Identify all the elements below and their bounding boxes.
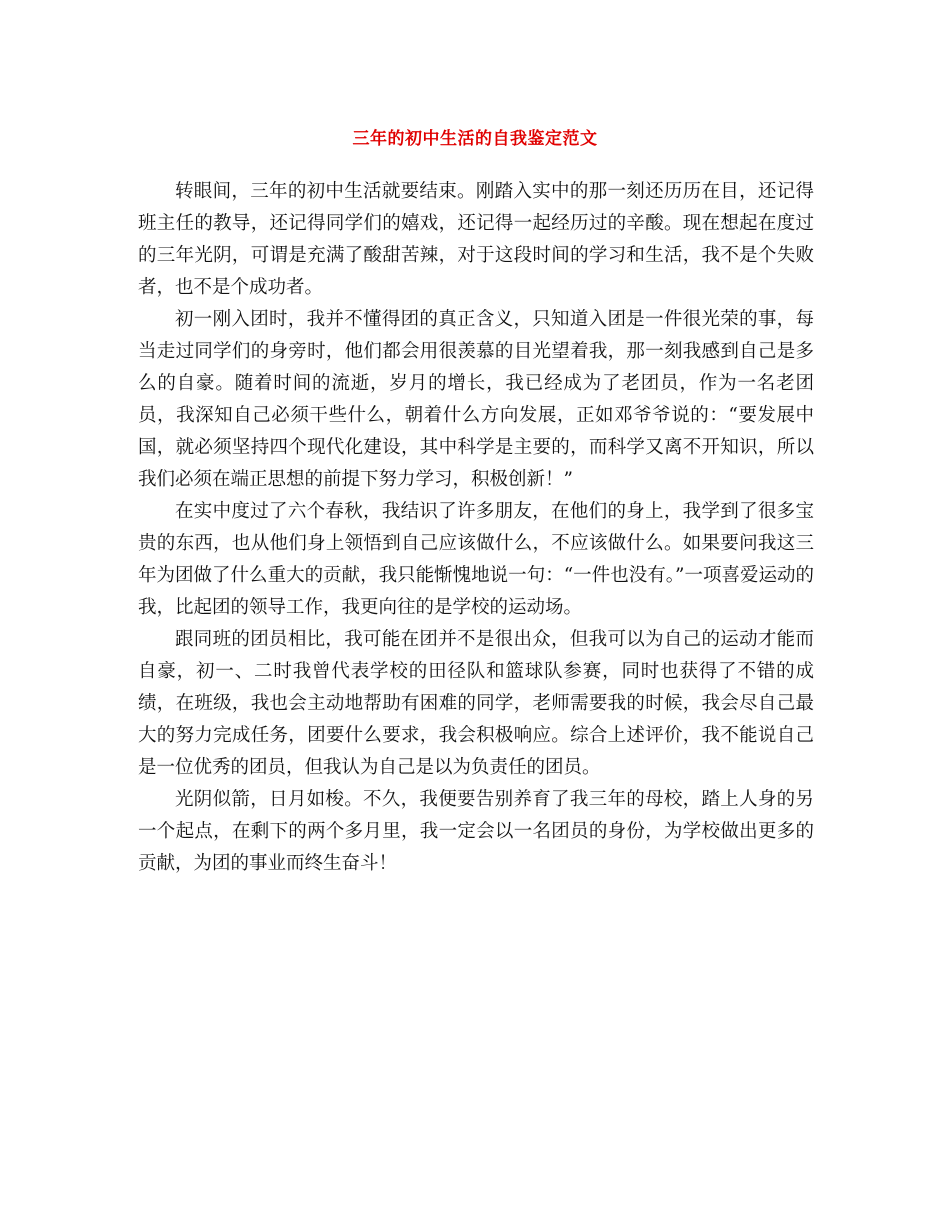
- paragraph: 跟同班的团员相比，我可能在团并不是很出众，但我可以为自己的运动才能而自豪，初一、二时我曾代表学校的田径队和篮球队参赛，同时也获得了不错的成绩，在班级，我也会主动地帮助有困难的同学，老师需要我的时候，我会尽自己最大的努力完成任务，团要什么要求，我会积极响应。综合上述评价，我不能说自己是一位优秀的团员，但我认为自己是以为负责任的团员。: [138, 629, 814, 778]
- document-title: 三年的初中生活的自我鉴定范文: [352, 129, 598, 149]
- paragraph: 在实中度过了六个春秋，我结识了许多朋友，在他们的身上，我学到了很多宝贵的东西，也从他们身上领悟到自己应该做什么，不应该做什么。如果要问我这三年为团做了什么重大的贡献，我只能惭愧地说一句：“一件也没有。”一项喜爱运动的我，比起团的领导工作，我更向往的是学校的运动场。: [138, 501, 814, 618]
- paragraph: 光阴似箭，日月如梭。不久，我便要告别养育了我三年的母校，踏上人身的另一个起点，在剩下的两个多月里，我一定会以一名团员的身份，为学校做出更多的贡献，为团的事业而终生奋斗！: [138, 789, 814, 874]
- document-body: [138, 176, 814, 880]
- paragraph: 初一刚入团时，我并不懂得团的真正含义，只知道入团是一件很光荣的事，每当走过同学们的身旁时，他们都会用很羡慕的目光望着我，那一刻我感到自己是多么的自豪。随着时间的流逝，岁月的增长，我已经成为了老团员，作为一名老团员，我深知自己必须干些什么，朝着什么方向发展，正如邓爷爷说的：“要发展中国，就必须坚持四个现代化建设，其中科学是主要的，而科学又离不开知识，所以我们必须在端正思想的前提下努力学习，积极创新！”: [138, 309, 814, 490]
- paragraph: 转眼间，三年的初中生活就要结束。刚踏入实中的那一刻还历历在目，还记得班主任的教导，还记得同学们的嬉戏，还记得一起经历过的辛酸。现在想起在度过的三年光阴，可谓是充满了酸甜苦辣，对于这段时间的学习和生活，我不是个失败者，也不是个成功者。: [138, 181, 814, 298]
